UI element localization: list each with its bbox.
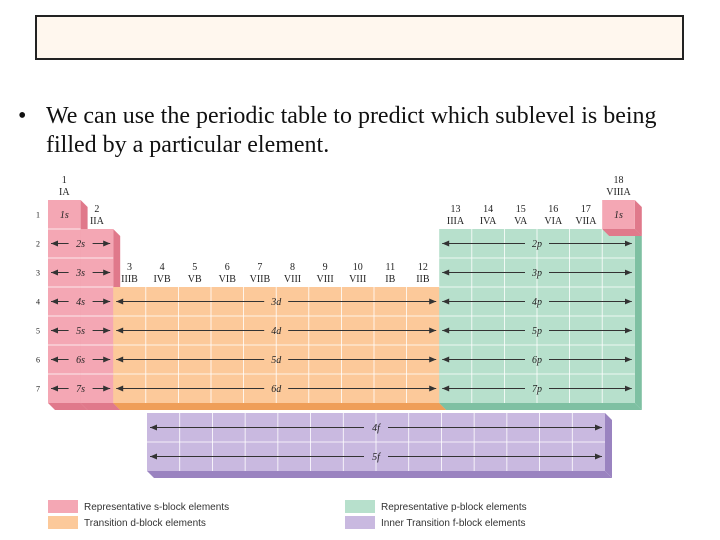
p-sublevel-label: 2p — [532, 239, 542, 250]
p-sublevel-label: 4p — [532, 297, 542, 308]
group-roman-label: VIII — [349, 274, 367, 285]
group-number-label: 11 — [385, 262, 396, 273]
legend-label: Representative p-block elements — [381, 502, 527, 513]
p-block — [439, 229, 642, 410]
p-sublevel-label: 5p — [532, 326, 542, 337]
group-number-label: 16 — [548, 204, 559, 215]
s-sublevel-label: 5s — [76, 326, 86, 337]
legend-swatch — [48, 500, 78, 513]
group-number-label: 8 — [290, 262, 295, 273]
f-block-bottom — [147, 471, 612, 478]
group-roman-label: VB — [187, 274, 202, 285]
helium-sublevel-label: 1s — [614, 210, 623, 221]
d-sublevel-label: 3d — [271, 297, 282, 308]
period-number-label: 6 — [36, 355, 40, 365]
group-number-label: 10 — [352, 262, 363, 273]
group-roman-label: IIB — [416, 274, 430, 285]
group-number-label: 3 — [127, 262, 132, 273]
legend-swatch — [48, 516, 78, 529]
group-roman-label: VIIA — [575, 216, 597, 227]
period-number-label: 1 — [36, 210, 40, 220]
period-number-label: 4 — [36, 297, 40, 307]
group-roman-label: IB — [385, 274, 396, 285]
group-number-label: 6 — [224, 262, 230, 273]
f-block-side — [605, 413, 612, 478]
legend-swatch — [345, 516, 375, 529]
group-number-label: 17 — [580, 204, 591, 215]
group-number-label: 14 — [483, 204, 494, 215]
p-sublevel-label: 3p — [532, 268, 542, 279]
d-sublevel-label: 6d — [271, 384, 282, 395]
group-number-label: 1 — [61, 175, 67, 186]
periodic-table-blocks — [48, 200, 642, 478]
group-roman-label: VIIIA — [606, 187, 631, 198]
s-sublevel-label: 7s — [76, 384, 86, 395]
group-number-label: 2 — [94, 204, 100, 215]
group-number-label: 12 — [417, 262, 428, 273]
legend-swatch — [345, 500, 375, 513]
period-number-label: 3 — [36, 268, 40, 278]
f-sublevel-label: 5f — [372, 452, 380, 463]
s-sublevel-label: 4s — [76, 297, 86, 308]
period-number-label: 7 — [36, 384, 40, 394]
group-roman-label: IA — [59, 187, 70, 198]
group-roman-label: IVA — [479, 216, 497, 227]
p-sublevel-label: 6p — [532, 355, 542, 366]
legend — [48, 500, 527, 529]
group-number-label: 4 — [159, 262, 165, 273]
d-sublevel-label: 5d — [271, 355, 282, 366]
group-number-label: 5 — [192, 262, 198, 273]
legend-label: Representative s-block elements — [84, 502, 230, 513]
group-roman-label: IVB — [153, 274, 171, 285]
group-roman-label: IIIA — [446, 216, 465, 227]
p-block-bottom — [439, 403, 642, 410]
group-number-label: 15 — [515, 204, 526, 215]
period-number-label: 5 — [36, 326, 40, 336]
group-roman-label: VIA — [544, 216, 563, 227]
period-number-label: 2 — [36, 239, 40, 249]
group-roman-label: IIA — [89, 216, 104, 227]
group-roman-label: VIB — [218, 274, 236, 285]
group-roman-label: VIII — [283, 274, 302, 285]
group-roman-label: IIIB — [121, 274, 138, 285]
group-number-label: 18 — [613, 175, 624, 186]
p-sublevel-label: 7p — [532, 384, 542, 395]
d-sublevel-label: 4d — [271, 326, 282, 337]
s-sublevel-label: 3s — [76, 268, 86, 279]
bullet-symbol: • — [18, 103, 27, 129]
p-block-side — [635, 229, 642, 410]
group-roman-label: VIII — [316, 274, 334, 285]
group-roman-label: VA — [514, 216, 528, 227]
s-sublevel-label: 6s — [76, 355, 86, 366]
d-block-bottom — [113, 403, 446, 410]
f-sublevel-label: 4f — [372, 423, 380, 434]
group-number-label: 13 — [450, 204, 461, 215]
s-sublevel-label: 2s — [76, 239, 86, 250]
legend-label: Inner Transition f-block elements — [381, 518, 526, 529]
bullet-body-text: We can use the periodic table to predict which sublevel is being filled by a particular element. — [46, 103, 657, 158]
group-number-label: 7 — [257, 262, 263, 273]
group-roman-label: VIIB — [249, 274, 271, 285]
group-number-label: 9 — [322, 262, 328, 273]
legend-label: Transition d-block elements — [84, 518, 206, 529]
s-sublevel-label: 1s — [59, 210, 69, 221]
